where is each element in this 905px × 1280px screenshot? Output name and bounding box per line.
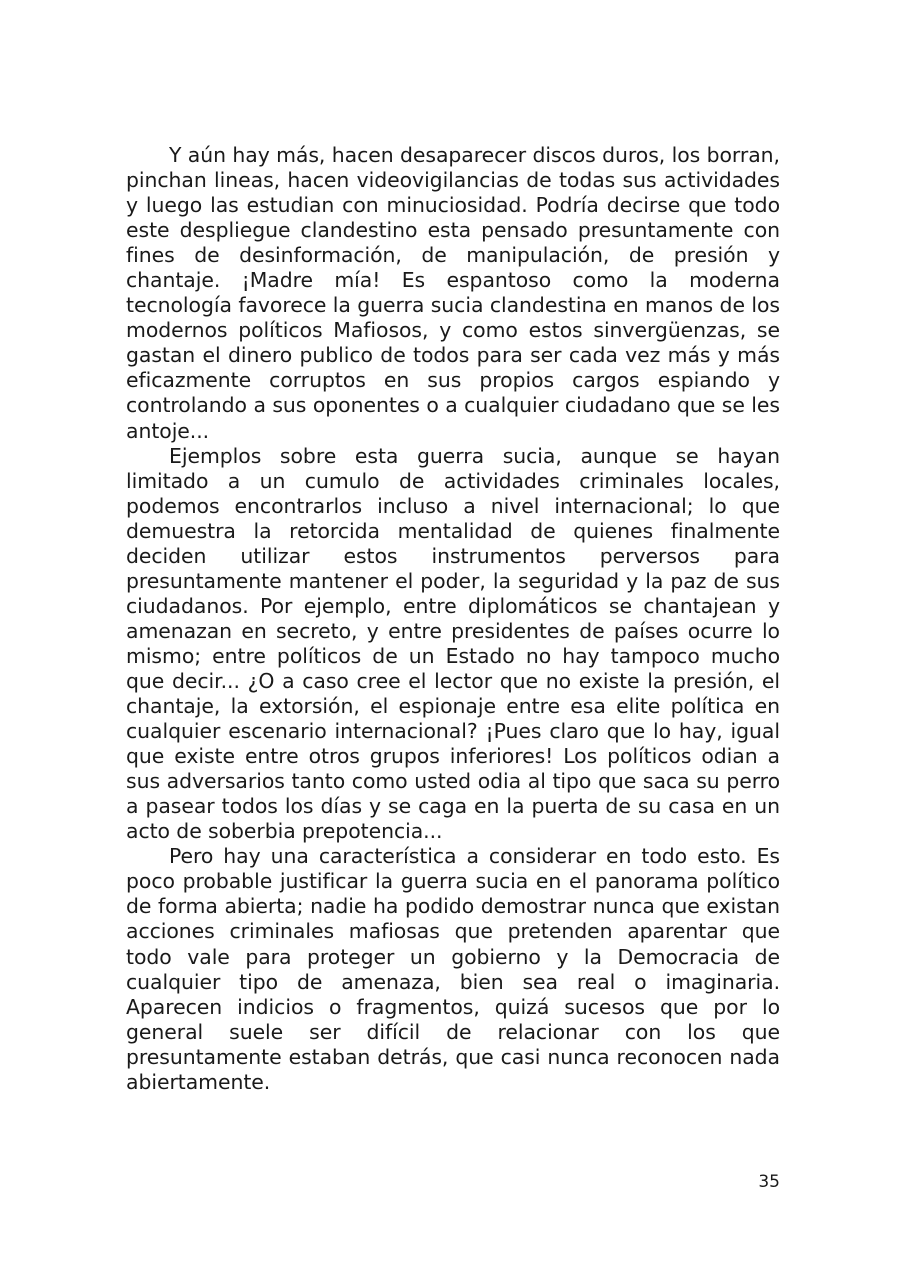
paragraph-3: Pero hay una característica a considerar en todo esto. Es poco probable justificar la guerra sucia en el panorama político de forma abierta; nadie ha podido demostrar nunca que existan acciones criminales mafiosas que pretenden aparentar que todo vale para proteger un gobierno y la Democracia de cualquier tipo de amenaza, bien sea real o imaginaria. Aparecen indicios o fragmentos, quizá sucesos que por lo general suele ser difícil de relacionar con los que presuntamente estaban detrás, que casi nunca reconocen nada abiertamente. [126,844,780,1094]
body-text-column [126,143,780,1095]
paragraph-1: Y aún hay más, hacen desaparecer discos duros, los borran, pinchan lineas, hacen videovigilancias de todas sus actividades y luego las estudian con minuciosidad. Podría decirse que todo este despliegue clandestino esta pensado presuntamente con fines de desinformación, de manipulación, de presión y chantaje. ¡Madre mía! Es espantoso como la moderna tecnología favorece la guerra sucia clandestina en manos de los modernos políticos Mafiosos, y como estos sinvergüenzas, se gastan el dinero publico de todos para ser cada vez más y más eficazmente corruptos en sus propios cargos espiando y controlando a sus oponentes o a cualquier ciudadano que se les antoje... [126,143,780,443]
paragraph-2: Ejemplos sobre esta guerra sucia, aunque se hayan limitado a un cumulo de actividades criminales locales, podemos encontrarlos incluso a nivel internacional; lo que demuestra la retorcida mentalidad de quienes finalmente deciden utilizar estos instrumentos perversos para presuntamente mantener el poder, la seguridad y la paz de sus ciudadanos. Por ejemplo, entre diplomáticos se chantajean y amenazan en secreto, y entre presidentes de países ocurre lo mismo; entre políticos de un Estado no hay tampoco mucho que decir... ¿O a caso cree el lector que no existe la presión, el chantaje, la extorsión, el espionaje entre esa elite política en cualquier escenario internacional? ¡Pues claro que lo hay, igual que existe entre otros grupos inferiores! Los políticos odian a sus adversarios tanto como usted odia al tipo que saca su perro a pasear todos los días y se caga en la puerta de su casa en un acto de soberbia prepotencia... [126,443,780,844]
page-number: 35 [758,1172,780,1192]
